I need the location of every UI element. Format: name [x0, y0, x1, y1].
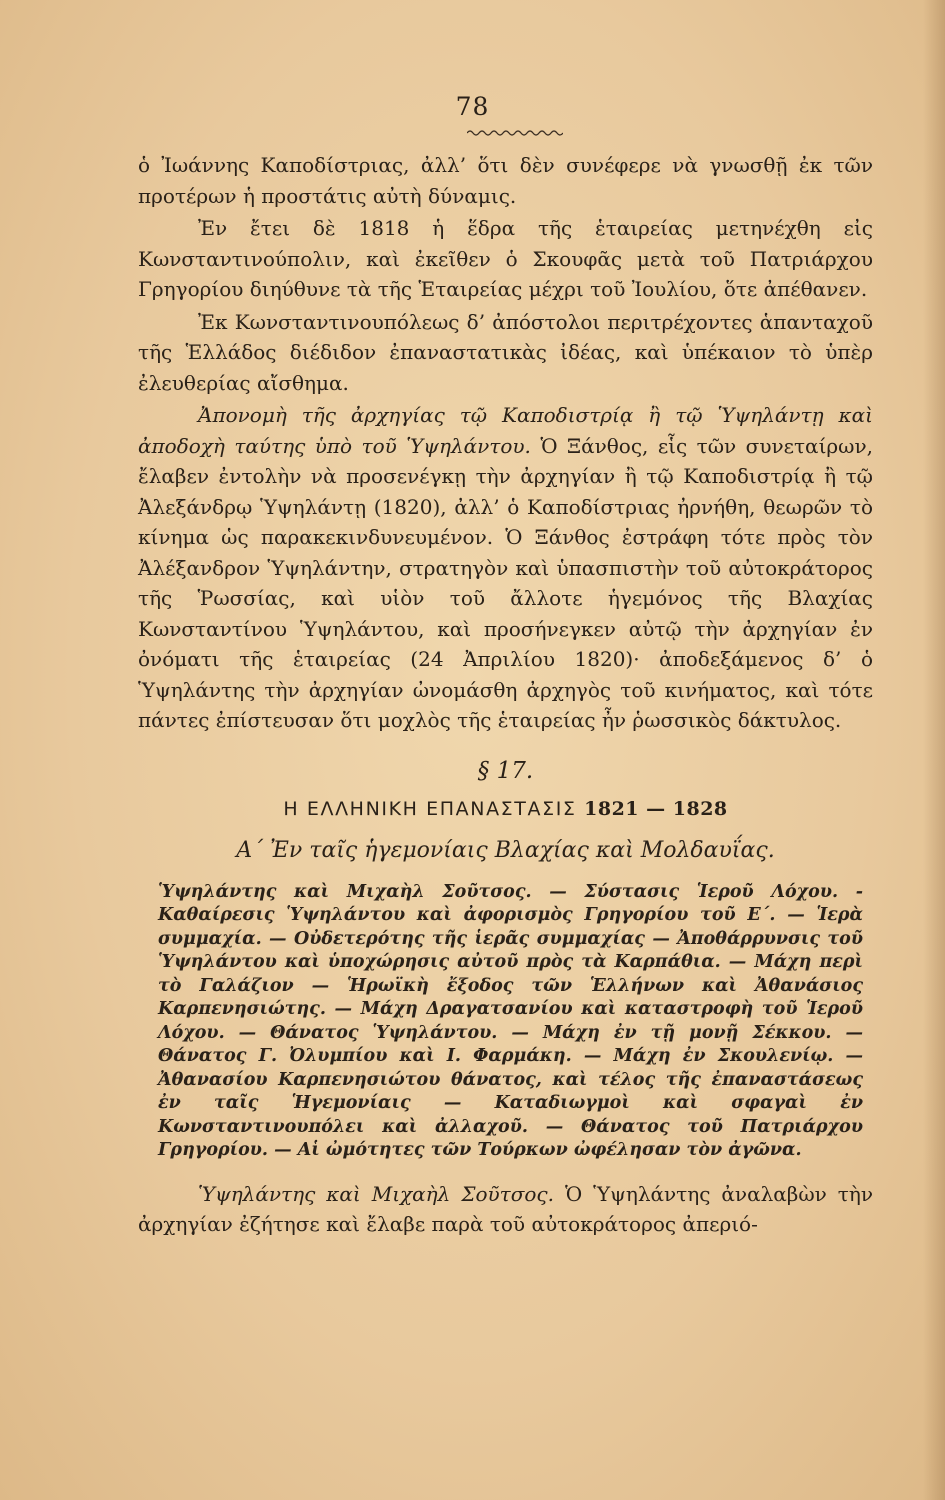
- paragraph-3: Ἐκ Κωνσταντινουπόλεως δ’ ἀπόστολοι περιτρέχοντες ἁπανταχοῦ τῆς Ἑλλάδος διέδιδον ἐπαναστατικὰς ἰδέας, καὶ ὑπέκαιον τὸ ὑπὲρ ἐλευθερίας αἴσθημα.: [138, 309, 873, 395]
- wavy-ornament: [467, 128, 563, 138]
- page-number: 78: [455, 92, 490, 121]
- paragraph-4-body: Ὁ Ξάνθος, εἷς τῶν συνεταίρων, ἔλαβεν ἐντολὴν νὰ προσενέγκῃ τὴν ἀρχηγίαν ἢ τῷ Καποδιστρίᾳ ἢ τῷ Ἀλεξάνδρῳ Ὑψηλάντῃ (1820), ἀλλ’ ὁ Καποδίστριας ἠρνήθη, θεωρῶν τὸ κίνημα ὡς παρακεκινδυνευμένον. Ὁ Ξάνθος ἐστράφη τότε πρὸς τὸν Ἀλέξανδρον Ὑψηλάντην, στρατηγὸν καὶ ὑπασπιστὴν τοῦ αὐτοκράτορος τῆς Ῥωσσίας, καὶ υἱὸν τοῦ ἄλλοτε ἡγεμόνος τῆς Βλαχίας Κωνσταντίνου Ὑψηλάντου, καὶ προσήνεγκεν αὐτῷ τὴν ἀρχηγίαν ἐν ὀνόματι τῆς ἑταιρείας (24 Ἀπριλίου 1820)· ἀποδεξάμενος δ’ ὁ Ὑψηλάντης τὴν ἀρχηγίαν ὠνομάσθη ἀρχηγὸς τοῦ κινήματος, καὶ τότε πάντες ἐπίστευσαν ὅτι μοχλὸς τῆς ἑταιρείας ἦν ῥωσσικὸς δάκτυλος.: [138, 433, 873, 732]
- subsection-title: Α΄ Ἐν ταῖς ἡγεμονίαις Βλαχίας καὶ Μολδαυΐας.: [236, 837, 775, 863]
- chapter-title: [138, 798, 873, 820]
- paragraph-2: Ἐν ἔτει δὲ 1818 ἡ ἕδρα τῆς ἑταιρείας μετηνέχθη εἰς Κωνσταντινούπολιν, καὶ ἐκεῖθεν ὁ Σκουφᾶς μετὰ τοῦ Πατριάρχου Γρηγορίου διηύθυνε τὰ τῆς Ἑταιρείας μέχρι τοῦ Ἰουλίου, ὅτε ἀπέθανεν.: [138, 216, 873, 301]
- paragraph-final-lead: Ὑψηλάντης καὶ Μιχαὴλ Σοῦτσος.: [198, 1181, 554, 1206]
- chapter-title-text: Η ΕΛΛΗΝΙΚΗ ΕΠΑΝΑΣΤΑΣΙΣ: [283, 797, 577, 820]
- paragraph-1: ὁ Ἰωάννης Καποδίστριας, ἀλλ’ ὅτι δὲν συνέφερε νὰ γνωσθῇ ἐκ τῶν προτέρων ἡ προστάτις αὐτὴ δύναμις.: [138, 153, 873, 208]
- page-spine-shadow: [923, 0, 945, 1500]
- page-content: [138, 150, 873, 1242]
- chapter-years: 1821 — 1828: [584, 797, 728, 820]
- chapter-summary: Ὑψηλάντης καὶ Μιχαὴλ Σοῦτσος. — Σύστασις Ἱεροῦ Λόχου. - Καθαίρεσις Ὑψηλάντου καὶ ἀφορισμὸς Γρηγορίου τοῦ Ε΄. — Ἱερὰ συμμαχία. — Οὐδετερότης τῆς ἱερᾶς συμμαχίας — Ἀποθάρρυνσις τοῦ Ὑψηλάντου καὶ ὑποχώρησις αὐτοῦ πρὸς τὰ Καρπάθια. — Μάχη περὶ τὸ Γαλάζιον — Ἡρωϊκὴ ἔξοδος τῶν Ἑλλήνων καὶ Ἀθανάσιος Καρπενησιώτης. — Μάχη Δραγατσανίου καὶ καταστροφὴ τοῦ Ἱεροῦ Λόχου. — Θάνατος Ὑψηλάντου. — Μάχη ἐν τῇ μονῇ Σέκκου. — Θάνατος Γ. Ὀλυμπίου καὶ Ι. Φαρμάκη. — Μάχη ἐν Σκουλενίῳ. — Ἀθανασίου Καρπενησιώτου θάνατος, καὶ τέλος τῆς ἐπαναστάσεως ἐν ταῖς Ἡγεμονίαις — Καταδιωγμοὶ καὶ σφαγαὶ ἐν Κωνσταντινουπόλει καὶ ἀλλαχοῦ. — Θάνατος τοῦ Πατριάρχου Γρηγορίου. — Αἱ ὠμότητες τῶν Τούρκων ὠφέλησαν τὸν ἀγῶνα.: [158, 881, 863, 1160]
- section-sign: § 17.: [477, 757, 534, 784]
- paragraph-4: [138, 400, 873, 736]
- paragraph-final-body: Ὁ Ὑψηλάντης ἀναλαβὼν τὴν ἀρχηγίαν ἐζήτησε καὶ ἔλαβε παρὰ τοῦ αὐτοκράτορος ἀπεριό-: [138, 1181, 874, 1236]
- paragraph-final: [138, 1179, 873, 1240]
- paragraph-4-lead: Ἀπονομὴ τῆς ἀρχηγίας τῷ Καποδιστρίᾳ ἢ τῷ Ὑψηλάντῃ καὶ ἀποδοχὴ ταύτης ὑπὸ τοῦ Ὑψηλάντου.: [138, 403, 873, 458]
